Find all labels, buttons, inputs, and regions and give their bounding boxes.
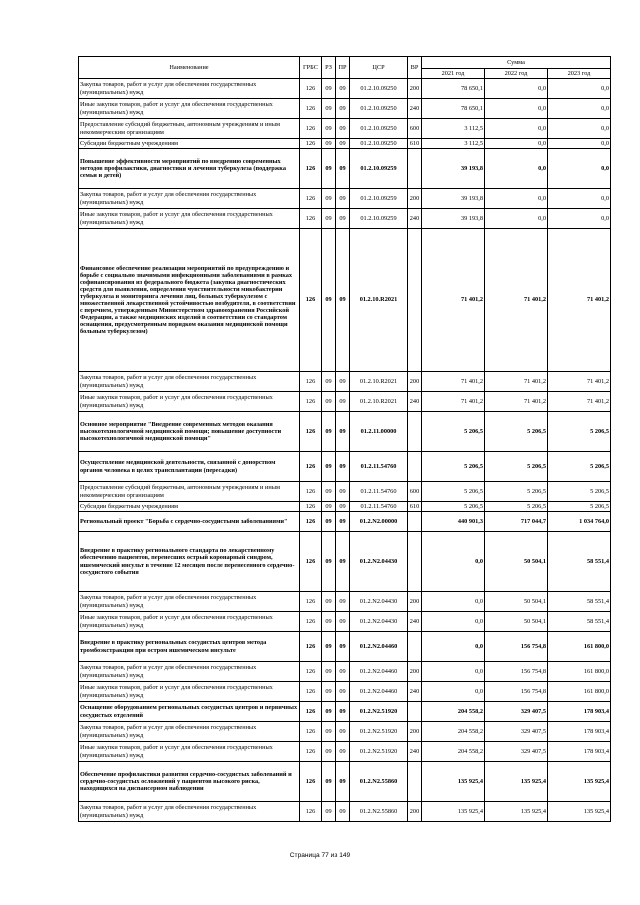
row-grbs: 126: [300, 502, 322, 512]
row-sum-2021: 71 401,2: [422, 392, 485, 412]
row-vr: [408, 412, 422, 452]
row-name: Иные закупки товаров, работ и услуг для обеспечения государственных (муниципальных) нужд: [79, 682, 300, 702]
header-vr: ВР: [408, 57, 422, 79]
table-row: [79, 802, 611, 822]
row-name: Субсидии бюджетным учреждениям: [79, 502, 300, 512]
row-rz: 09: [322, 209, 336, 229]
row-csr: 01.2.N2.04460: [350, 682, 408, 702]
row-name: Иные закупки товаров, работ и услуг для обеспечения государственных (муниципальных) нужд: [79, 209, 300, 229]
row-sum-2022: 0,0: [485, 119, 548, 139]
row-vr: [408, 229, 422, 372]
row-sum-2023: 5 206,5: [548, 452, 611, 482]
row-name: Иные закупки товаров, работ и услуг для обеспечения государственных (муниципальных) нужд: [79, 392, 300, 412]
row-sum-2023: 161 800,0: [548, 632, 611, 662]
row-grbs: 126: [300, 512, 322, 532]
row-pr: 09: [336, 532, 350, 592]
row-vr: [408, 762, 422, 802]
row-grbs: 126: [300, 632, 322, 662]
row-grbs: 126: [300, 592, 322, 612]
table-row: [79, 79, 611, 99]
row-rz: 09: [322, 452, 336, 482]
row-name: Финансовое обеспечение реализации мероприятий по предупреждению и борьбе с социально значимыми инфекционными заболеваниями в рамках софинансирования из федерального бюджета (закупка диагностических средств для выявления, определения чувствительности микобактерии туберкулеза и мониторинга лечения лиц, больных туберкулезом с множественной лекарственной устойчивостью возбудителя, в соответствии с перечнем, утвержденным Министерством здравоохранения Российской Федерации, а также медицинских изделий в соответствии со стандартом оснащения, предусмотренным порядком оказания медицинской помощи больным туберкулезом): [79, 229, 300, 372]
table-body: [79, 79, 611, 822]
table-row: [79, 612, 611, 632]
row-sum-2023: 178 903,4: [548, 742, 611, 762]
row-csr: 01.2.10.09250: [350, 99, 408, 119]
row-sum-2021: 5 206,5: [422, 482, 485, 502]
row-sum-2023: 58 551,4: [548, 612, 611, 632]
row-vr: 200: [408, 592, 422, 612]
row-csr: 01.2.N2.55860: [350, 762, 408, 802]
row-grbs: 126: [300, 742, 322, 762]
row-rz: 09: [322, 532, 336, 592]
row-rz: 09: [322, 742, 336, 762]
row-name: Закупка товаров, работ и услуг для обеспечения государственных (муниципальных) нужд: [79, 802, 300, 822]
row-sum-2021: 204 558,2: [422, 702, 485, 722]
row-vr: 200: [408, 79, 422, 99]
row-csr: 01.2.11.54760: [350, 482, 408, 502]
row-vr: 200: [408, 189, 422, 209]
row-vr: 240: [408, 392, 422, 412]
row-vr: [408, 702, 422, 722]
table-row: [79, 392, 611, 412]
row-name: Субсидии бюджетным учреждениям: [79, 139, 300, 149]
row-name: Региональный проект "Борьба с сердечно-сосудистыми заболеваниями": [79, 512, 300, 532]
header-year-2021: 2021 год: [422, 69, 485, 79]
row-sum-2023: 58 551,4: [548, 592, 611, 612]
row-sum-2022: 0,0: [485, 209, 548, 229]
row-rz: 09: [322, 189, 336, 209]
row-sum-2023: 71 401,2: [548, 392, 611, 412]
row-csr: 01.2.N2.00000: [350, 512, 408, 532]
table-row: [79, 99, 611, 119]
row-name: Иные закупки товаров, работ и услуг для обеспечения государственных (муниципальных) нужд: [79, 612, 300, 632]
row-grbs: 126: [300, 189, 322, 209]
row-rz: 09: [322, 632, 336, 662]
row-pr: 09: [336, 762, 350, 802]
header-grbs: ГРБС: [300, 57, 322, 79]
header-pr: ПР: [336, 57, 350, 79]
row-rz: 09: [322, 702, 336, 722]
row-sum-2023: 0,0: [548, 119, 611, 139]
row-sum-2021: 78 650,1: [422, 79, 485, 99]
table-row: [79, 722, 611, 742]
row-pr: 09: [336, 662, 350, 682]
row-pr: 09: [336, 482, 350, 502]
row-pr: 09: [336, 502, 350, 512]
row-name: Внедрение в практику региональных сосудистых центров метода тромбоэкстракции при остром ишемическом инсульте: [79, 632, 300, 662]
row-sum-2023: 1 034 764,0: [548, 512, 611, 532]
row-sum-2022: 329 407,5: [485, 702, 548, 722]
row-grbs: 126: [300, 229, 322, 372]
row-pr: 09: [336, 512, 350, 532]
row-csr: 01.2.10.09259: [350, 149, 408, 189]
row-pr: 09: [336, 189, 350, 209]
table-row: [79, 742, 611, 762]
row-sum-2023: 0,0: [548, 139, 611, 149]
row-name: Осуществление медицинской деятельности, связанной с донорством органов человека в целях трансплантации (пересадки): [79, 452, 300, 482]
table-row: [79, 632, 611, 662]
header-csr: ЦСР: [350, 57, 408, 79]
row-csr: 01.2.11.54760: [350, 452, 408, 482]
row-pr: 09: [336, 139, 350, 149]
table-row: [79, 592, 611, 612]
row-vr: [408, 632, 422, 662]
row-pr: 09: [336, 802, 350, 822]
row-name: Закупка товаров, работ и услуг для обеспечения государственных (муниципальных) нужд: [79, 372, 300, 392]
row-sum-2022: 156 754,8: [485, 662, 548, 682]
row-sum-2023: 0,0: [548, 149, 611, 189]
header-name: Наименование: [79, 57, 300, 79]
row-grbs: 126: [300, 802, 322, 822]
row-csr: 01.2.N2.04430: [350, 592, 408, 612]
row-vr: 200: [408, 722, 422, 742]
row-sum-2021: 135 925,4: [422, 762, 485, 802]
row-grbs: 126: [300, 762, 322, 802]
row-sum-2023: 71 401,2: [548, 372, 611, 392]
budget-table: [78, 56, 611, 822]
header-year-2022: 2022 год: [485, 69, 548, 79]
row-rz: 09: [322, 139, 336, 149]
row-name: Оснащение оборудованием региональных сосудистых центров и первичных сосудистых отделений: [79, 702, 300, 722]
row-vr: 240: [408, 612, 422, 632]
row-name: Внедрение в практику регионального стандарта по лекарственному обеспечению пациентов, перенесших острый коронарный синдром, ишемический инсульт в течение 12 месяцев после перенесенного сердечно-сосудистого события: [79, 532, 300, 592]
row-grbs: 126: [300, 662, 322, 682]
row-grbs: 126: [300, 149, 322, 189]
row-pr: 09: [336, 592, 350, 612]
row-vr: 240: [408, 209, 422, 229]
row-csr: 01.2.N2.04460: [350, 662, 408, 682]
row-name: Закупка товаров, работ и услуг для обеспечения государственных (муниципальных) нужд: [79, 189, 300, 209]
row-csr: 01.2.N2.04460: [350, 632, 408, 662]
row-sum-2022: 71 401,2: [485, 372, 548, 392]
row-name: Обеспечение профилактики развития сердечно-сосудистых заболеваний и сердечно-сосудистых осложнений у пациентов высокого риска, находящихся на диспансерном наблюдении: [79, 762, 300, 802]
row-sum-2022: 0,0: [485, 139, 548, 149]
row-sum-2021: 135 925,4: [422, 802, 485, 822]
row-sum-2023: 161 800,0: [548, 662, 611, 682]
row-sum-2023: 71 401,2: [548, 229, 611, 372]
table-row: [79, 209, 611, 229]
row-grbs: 126: [300, 722, 322, 742]
table-row: [79, 702, 611, 722]
row-sum-2022: 5 206,5: [485, 502, 548, 512]
row-sum-2023: 161 800,0: [548, 682, 611, 702]
row-csr: 01.2.N2.04430: [350, 532, 408, 592]
row-grbs: 126: [300, 139, 322, 149]
row-csr: 01.2.N2.51920: [350, 722, 408, 742]
row-vr: 200: [408, 662, 422, 682]
row-sum-2022: 135 925,4: [485, 762, 548, 802]
row-grbs: 126: [300, 99, 322, 119]
row-pr: 09: [336, 229, 350, 372]
row-pr: 09: [336, 452, 350, 482]
row-vr: 240: [408, 682, 422, 702]
row-rz: 09: [322, 392, 336, 412]
table-row: [79, 682, 611, 702]
table-row: [79, 149, 611, 189]
row-vr: 200: [408, 802, 422, 822]
page-number: Страница 77 из 149: [289, 852, 351, 859]
row-sum-2021: 440 901,3: [422, 512, 485, 532]
row-sum-2022: 50 504,1: [485, 612, 548, 632]
row-name: Закупка товаров, работ и услуг для обеспечения государственных (муниципальных) нужд: [79, 662, 300, 682]
table-row: [79, 482, 611, 502]
row-rz: 09: [322, 662, 336, 682]
row-sum-2022: 0,0: [485, 149, 548, 189]
row-sum-2021: 3 112,5: [422, 139, 485, 149]
row-csr: 01.2.10.09259: [350, 189, 408, 209]
row-csr: 01.2.10.R2021: [350, 372, 408, 392]
row-rz: 09: [322, 502, 336, 512]
table-row: [79, 412, 611, 452]
header-sum: Сумма: [422, 57, 611, 69]
row-pr: 09: [336, 392, 350, 412]
row-sum-2023: 178 903,4: [548, 722, 611, 742]
row-sum-2022: 717 044,7: [485, 512, 548, 532]
row-csr: 01.2.10.09250: [350, 119, 408, 139]
table-row: [79, 119, 611, 139]
row-name: Закупка товаров, работ и услуг для обеспечения государственных (муниципальных) нужд: [79, 722, 300, 742]
row-grbs: 126: [300, 392, 322, 412]
row-vr: [408, 532, 422, 592]
budget-table-container: [78, 56, 610, 822]
row-vr: 600: [408, 482, 422, 502]
row-sum-2023: 135 925,4: [548, 802, 611, 822]
row-pr: 09: [336, 372, 350, 392]
table-row: [79, 662, 611, 682]
row-rz: 09: [322, 722, 336, 742]
row-sum-2023: 5 206,5: [548, 482, 611, 502]
row-sum-2023: 135 925,4: [548, 762, 611, 802]
row-rz: 09: [322, 79, 336, 99]
row-name: Иные закупки товаров, работ и услуг для обеспечения государственных (муниципальных) нужд: [79, 742, 300, 762]
row-csr: 01.2.N2.04430: [350, 612, 408, 632]
row-sum-2021: 39 193,8: [422, 189, 485, 209]
row-sum-2021: 0,0: [422, 682, 485, 702]
row-name: Закупка товаров, работ и услуг для обеспечения государственных (муниципальных) нужд: [79, 79, 300, 99]
row-sum-2022: 50 504,1: [485, 592, 548, 612]
table-row: [79, 452, 611, 482]
row-sum-2021: 5 206,5: [422, 452, 485, 482]
row-sum-2022: 50 504,1: [485, 532, 548, 592]
row-sum-2021: 204 558,2: [422, 742, 485, 762]
row-sum-2021: 0,0: [422, 532, 485, 592]
row-rz: 09: [322, 682, 336, 702]
row-vr: 240: [408, 99, 422, 119]
header-row: [79, 57, 611, 69]
row-sum-2022: 0,0: [485, 189, 548, 209]
row-vr: [408, 512, 422, 532]
row-csr: 01.2.10.09250: [350, 79, 408, 99]
row-pr: 09: [336, 79, 350, 99]
row-pr: 09: [336, 99, 350, 119]
row-sum-2021: 71 401,2: [422, 229, 485, 372]
row-grbs: 126: [300, 119, 322, 139]
row-grbs: 126: [300, 702, 322, 722]
row-sum-2022: 156 754,8: [485, 632, 548, 662]
row-rz: 09: [322, 412, 336, 452]
row-sum-2022: 0,0: [485, 79, 548, 99]
row-name: Основное мероприятие "Внедрение современных методов оказания высокотехнологичной медицинской помощи; повышение доступности высокотехнологичной медицинской помощи": [79, 412, 300, 452]
row-vr: 200: [408, 372, 422, 392]
row-sum-2023: 0,0: [548, 99, 611, 119]
row-grbs: 126: [300, 452, 322, 482]
row-csr: 01.2.10.09259: [350, 209, 408, 229]
row-grbs: 126: [300, 79, 322, 99]
row-vr: 240: [408, 742, 422, 762]
row-sum-2022: 5 206,5: [485, 412, 548, 452]
row-sum-2023: 0,0: [548, 79, 611, 99]
row-rz: 09: [322, 149, 336, 189]
row-sum-2021: 0,0: [422, 632, 485, 662]
row-rz: 09: [322, 119, 336, 139]
row-rz: 09: [322, 99, 336, 119]
row-csr: 01.2.10.09250: [350, 139, 408, 149]
row-sum-2022: 5 206,5: [485, 482, 548, 502]
row-sum-2021: 5 206,5: [422, 412, 485, 452]
row-sum-2021: 39 193,8: [422, 149, 485, 189]
row-grbs: 126: [300, 209, 322, 229]
row-csr: 01.2.N2.55860: [350, 802, 408, 822]
row-vr: [408, 149, 422, 189]
row-name: Предоставление субсидий бюджетным, автономным учреждениям и иным некоммерческим организациям: [79, 482, 300, 502]
row-pr: 09: [336, 119, 350, 139]
row-sum-2021: 0,0: [422, 612, 485, 632]
table-row: [79, 189, 611, 209]
table-row: [79, 372, 611, 392]
row-csr: 01.2.11.00000: [350, 412, 408, 452]
row-sum-2022: 71 401,2: [485, 229, 548, 372]
row-sum-2022: 135 925,4: [485, 802, 548, 822]
row-pr: 09: [336, 702, 350, 722]
row-sum-2023: 5 206,5: [548, 412, 611, 452]
row-name: Повышение эффективности мероприятий по внедрению современных методов профилактики, диагностики и лечения туберкулеза (поддержка семьи и детей): [79, 149, 300, 189]
row-rz: 09: [322, 229, 336, 372]
row-sum-2021: 3 112,5: [422, 119, 485, 139]
row-csr: 01.2.10.R2021: [350, 229, 408, 372]
row-grbs: 126: [300, 412, 322, 452]
row-sum-2021: 5 206,5: [422, 502, 485, 512]
row-pr: 09: [336, 682, 350, 702]
row-sum-2023: 0,0: [548, 209, 611, 229]
row-csr: 01.2.N2.51920: [350, 742, 408, 762]
row-grbs: 126: [300, 532, 322, 592]
row-sum-2021: 0,0: [422, 592, 485, 612]
table-row: [79, 139, 611, 149]
row-pr: 09: [336, 722, 350, 742]
row-sum-2022: 156 754,8: [485, 682, 548, 702]
row-pr: 09: [336, 742, 350, 762]
row-sum-2023: 58 551,4: [548, 532, 611, 592]
row-rz: 09: [322, 482, 336, 502]
row-pr: 09: [336, 209, 350, 229]
row-name: Закупка товаров, работ и услуг для обеспечения государственных (муниципальных) нужд: [79, 592, 300, 612]
row-sum-2022: 329 407,5: [485, 722, 548, 742]
row-pr: 09: [336, 612, 350, 632]
row-grbs: 126: [300, 372, 322, 392]
row-sum-2021: 71 401,2: [422, 372, 485, 392]
row-pr: 09: [336, 149, 350, 189]
row-rz: 09: [322, 592, 336, 612]
row-sum-2021: 0,0: [422, 662, 485, 682]
row-rz: 09: [322, 762, 336, 802]
table-row: [79, 229, 611, 372]
row-name: Предоставление субсидий бюджетным, автономным учреждениям и иным некоммерческим организациям: [79, 119, 300, 139]
row-sum-2023: 178 903,4: [548, 702, 611, 722]
row-rz: 09: [322, 372, 336, 392]
row-vr: 610: [408, 139, 422, 149]
row-grbs: 126: [300, 482, 322, 502]
row-sum-2023: 5 206,5: [548, 502, 611, 512]
row-rz: 09: [322, 512, 336, 532]
row-sum-2022: 329 407,5: [485, 742, 548, 762]
row-vr: [408, 452, 422, 482]
row-grbs: 126: [300, 612, 322, 632]
row-sum-2023: 0,0: [548, 189, 611, 209]
row-sum-2022: 71 401,2: [485, 392, 548, 412]
row-sum-2022: 5 206,5: [485, 452, 548, 482]
row-sum-2021: 78 650,1: [422, 99, 485, 119]
row-csr: 01.2.11.54760: [350, 502, 408, 512]
row-csr: 01.2.N2.51920: [350, 702, 408, 722]
header-rz: РЗ: [322, 57, 336, 79]
row-name: Иные закупки товаров, работ и услуг для обеспечения государственных (муниципальных) нужд: [79, 99, 300, 119]
row-sum-2022: 0,0: [485, 99, 548, 119]
table-row: [79, 502, 611, 512]
row-csr: 01.2.10.R2021: [350, 392, 408, 412]
row-rz: 09: [322, 802, 336, 822]
row-vr: 610: [408, 502, 422, 512]
row-pr: 09: [336, 412, 350, 452]
row-vr: 600: [408, 119, 422, 139]
table-row: [79, 512, 611, 532]
row-sum-2021: 39 193,8: [422, 209, 485, 229]
table-row: [79, 532, 611, 592]
header-year-2023: 2023 год: [548, 69, 611, 79]
table-row: [79, 762, 611, 802]
row-rz: 09: [322, 612, 336, 632]
row-pr: 09: [336, 632, 350, 662]
row-sum-2021: 204 558,2: [422, 722, 485, 742]
row-grbs: 126: [300, 682, 322, 702]
